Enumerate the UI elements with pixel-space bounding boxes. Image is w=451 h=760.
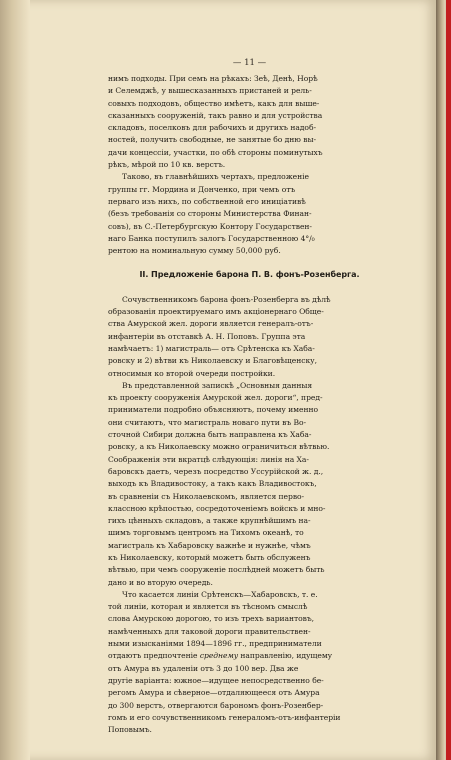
page-text — [108, 73, 391, 736]
text-line: ства Амурской жел. дороги является генералъ-отъ- — [108, 319, 314, 329]
text-line: баровскъ даетъ, черезъ посредство Уссурійской ж. д., — [108, 466, 324, 476]
text-line: до 300 верстъ, отвергаются барономъ фонъ-Розенбер- — [108, 700, 324, 710]
page-number: — 11 — — [232, 58, 267, 68]
text-line: къ Николаевску, который можетъ быть обслуженъ — [108, 552, 311, 562]
text-line: рентою на номинальную сумму 50,000 руб. — [108, 246, 281, 256]
text-line: Таково, въ главнѣйшихъ чертахъ, предложеніе — [122, 172, 309, 182]
text-line: Въ представленной запискѣ „Основныя данныя — [122, 380, 313, 390]
text-line: и Селемджѣ, у вышесказанныхъ пристаней и рель- — [108, 86, 312, 96]
text-line: дано и во вторую очередь. — [108, 577, 213, 587]
text-line: магистраль къ Хабаровску важнѣе и нужнѣе, чѣмъ — [108, 540, 311, 550]
page-gutter — [0, 0, 30, 760]
text-line: Поповымъ. — [108, 725, 152, 735]
text-line: рѣкъ, мѣрой по 10 кв. верстъ. — [108, 160, 226, 170]
text-line: намѣчаетъ: 1) магистраль— отъ Срѣтенска къ Хаба- — [108, 343, 315, 353]
text-line: они считаютъ, что магистраль новаго пути въ Во- — [108, 417, 307, 427]
text-line: дачи концессіи, участки, по обѣ стороны поминутыхъ — [108, 147, 323, 157]
text-line: шимъ торговымъ центромъ на Тихомъ океанѣ, то — [108, 528, 304, 538]
text-line: группы гг. Мордина и Донченко, при чемъ отъ — [108, 184, 296, 194]
text-line: классною крѣпостью, сосредоточеніемъ войскъ и мно- — [108, 503, 326, 513]
text-line: нимъ подходы. При семъ на рѣкахъ: Зеѣ, Денѣ, Норѣ — [108, 74, 318, 83]
text-line: слова Амурскою дорогою, то изъ трехъ вариантовъ, — [108, 614, 315, 624]
text-line: сточной Сибири должна быть направлена къ Хаба- — [108, 430, 312, 440]
text-line: той линіи, которая и является въ тѣсномъ смыслѣ — [108, 602, 308, 612]
text-line: ровску, а къ Николаевску можно ограничиться вѣтвью. — [108, 442, 330, 452]
text-line: ровску и 2) вѣтви къ Николаевску и Благовѣщенску, — [108, 356, 317, 366]
text-line: къ проекту сооруженія Амурской жел. дороги“, пред- — [108, 393, 323, 403]
text-line: перваго изъ нихъ, по собственной его иниціативѣ — [108, 196, 306, 206]
text-line: регомъ Амура и сѣверное—отдаляющееся отъ Амура — [108, 688, 320, 698]
text-line: сказанныхъ сооруженій, такъ равно и для устройства — [108, 110, 323, 120]
text-line: совъ), въ С.-Петербургскую Контору Государствен- — [108, 221, 312, 231]
text-line: образованія проектируемаго имъ акціонернаго Обще- — [108, 307, 324, 317]
text-line: Соображенія эти вкратцѣ слѣдующія: линія на Ха- — [108, 454, 309, 464]
text-line: совыхъ подходовъ, общество имѣетъ, какъ для выше- — [108, 98, 320, 108]
text-line: отдаютъ предпочтеніе среднему направленію, идущему — [108, 651, 333, 661]
section-heading: II. Предложеніе барона П. В. фонъ-Розенберга. — [139, 270, 360, 280]
text-line: другіе варіанта: южное—идущее непосредственно бе- — [108, 675, 324, 685]
book-edge — [436, 0, 451, 760]
text-line: гихъ цѣнныхъ складовъ, а также крупнѣйшимъ на- — [108, 516, 311, 526]
paragraph-5 — [108, 589, 391, 737]
text-line: приниматели подробно объясняютъ, почему именно — [108, 405, 319, 415]
text-line: отъ Амура въ удаленіи отъ 3 до 100 вер. Два же — [108, 663, 299, 673]
text-line: (безъ требованія со стороны Министерства Финан- — [108, 209, 312, 219]
text-line: инфантеріи въ отставкѣ А. Н. Поповъ. Группа эта — [108, 331, 306, 341]
text-line: гомъ и его сочувственникомъ генераломъ-отъ-инфантеріи — [108, 712, 341, 722]
text-line: выходъ къ Владивостоку, а такъ какъ Владивостокъ, — [108, 479, 317, 489]
red-bookmark-ribbon — [446, 0, 451, 760]
text-line: Что касается линіи Срѣтенскъ—Хабаровскъ, т. е. — [122, 589, 318, 599]
text-line: намѣченныхъ для таковой дороги правительствен- — [108, 626, 311, 636]
text-line: вѣтвью, при чемъ сооруженіе послѣдней можетъ быть — [108, 565, 325, 575]
paragraph-3 — [108, 294, 391, 380]
text-line: Сочувственникомъ барона фонъ-Розенберга въ дѣлѣ — [122, 294, 331, 304]
text-line: ностей, получить свободные, не занятые бо дню вы- — [108, 135, 316, 145]
text-line: ными изысканіями 1894—1896 гг., предприниматели — [108, 639, 322, 649]
paragraph-4 — [108, 380, 391, 589]
text-line: относимыя ко второй очереди постройки. — [108, 368, 276, 378]
paragraph-2 — [108, 171, 391, 257]
text-line: въ сравненіи съ Николаевскомъ, является перво- — [108, 491, 305, 501]
text-line: наго Банка поступилъ залогъ Государственною 4°/₀ — [108, 233, 315, 243]
text-line: складовъ, поселковъ для рабочихъ и другихъ надоб- — [108, 123, 316, 133]
paragraph-1 — [108, 73, 391, 171]
